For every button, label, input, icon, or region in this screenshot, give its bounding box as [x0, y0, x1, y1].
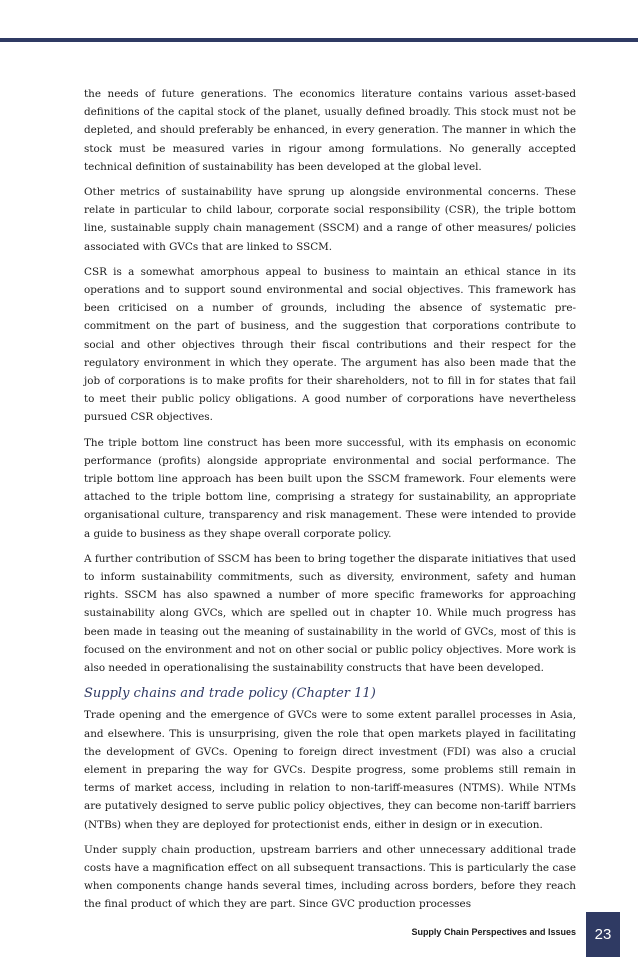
body-paragraph: Under supply chain production, upstream barriers and other unnecessary additional trade costs have a magnification effect on all subsequent transactions. This is particularly the case when components change hands several times, including across borders, before they reach the final product of which they are part. Since GVC production processes [84, 843, 576, 911]
section-heading: Supply chains and trade policy (Chapter 11) [84, 686, 376, 702]
body-paragraph: Other metrics of sustainability have sprung up alongside environmental concerns. These relate in particular to child labour, corporate social responsibility (CSR), the triple bottom line, sustainable supply chain management (SSCM) and a range of other measures/ policies associated with GVCs that are linked to SSCM. [84, 186, 576, 253]
body-paragraph: CSR is a somewhat amorphous appeal to business to maintain an ethical stance in its operations and to support sound environmental and social objectives. This framework has been criticised on a number of grounds, including the absence of systematic pre-commitment on the part of business, and the suggestion that corporations contribute to social and other objectives through their fiscal contributions and their respect for the regulatory environment in which they operate. The argument has also been made that the job of corporations is to make profits for their shareholders, not to fill in for states that fail to meet their public policy obligations. A good number of corporations have nevertheless pursued CSR objectives. [84, 265, 576, 424]
header-rule [0, 38, 638, 42]
running-title: Supply Chain Perspectives and Issues [411, 927, 576, 937]
body-paragraph: Trade opening and the emergence of GVCs were to some extent parallel processes in Asia, and elsewhere. This is unsurprising, given the role that open markets played in facilitating the development of GVCs. Opening to foreign direct investment (FDI) was also a crucial element in preparing the way for GVCs. Despite progress, some problems still remain in terms of market access, including in relation to non-tariff-measures (NTMS). While NTMs are putatively designed to serve public policy objectives, they can become non-tariff barriers (NTBs) when they are deployed for protectionist ends, either in design or in execution. [84, 709, 576, 831]
page-number: 23 [586, 912, 620, 957]
body-paragraph: A further contribution of SSCM has been to bring together the disparate initiatives that used to inform sustainability commitments, such as diversity, environment, safety and human rights. SSCM has also spawned a number of more specific frameworks for approaching sustainability along GVCs, which are spelled out in chapter 10. While much progress has been made in teasing out the meaning of sustainability in the world of GVCs, most of this is focused on the environment and not on other social or public policy objectives. More work is also needed in operationalising the sustainability constructs that have been developed. [84, 552, 576, 675]
page-body [84, 85, 576, 921]
body-paragraph: the needs of future generations. The economics literature contains various asset-based definitions of the capital stock of the planet, usually defined broadly. This stock must not be depleted, and should preferably be enhanced, in every generation. The manner in which the stock must be measured varies in rigour among formulations. No generally accepted technical definition of sustainability has been developed at the global level. [84, 88, 576, 173]
body-paragraph: The triple bottom line construct has been more successful, with its emphasis on economic performance (profits) alongside appropriate environmental and social performance. The triple bottom line approach has been built upon the SSCM framework. Four elements were attached to the triple bottom line, comprising a strategy for sustainability, an appropriate organisational culture, transparency and risk management. These were intended to provide a guide to business as they shape overall corporate policy. [84, 436, 576, 540]
